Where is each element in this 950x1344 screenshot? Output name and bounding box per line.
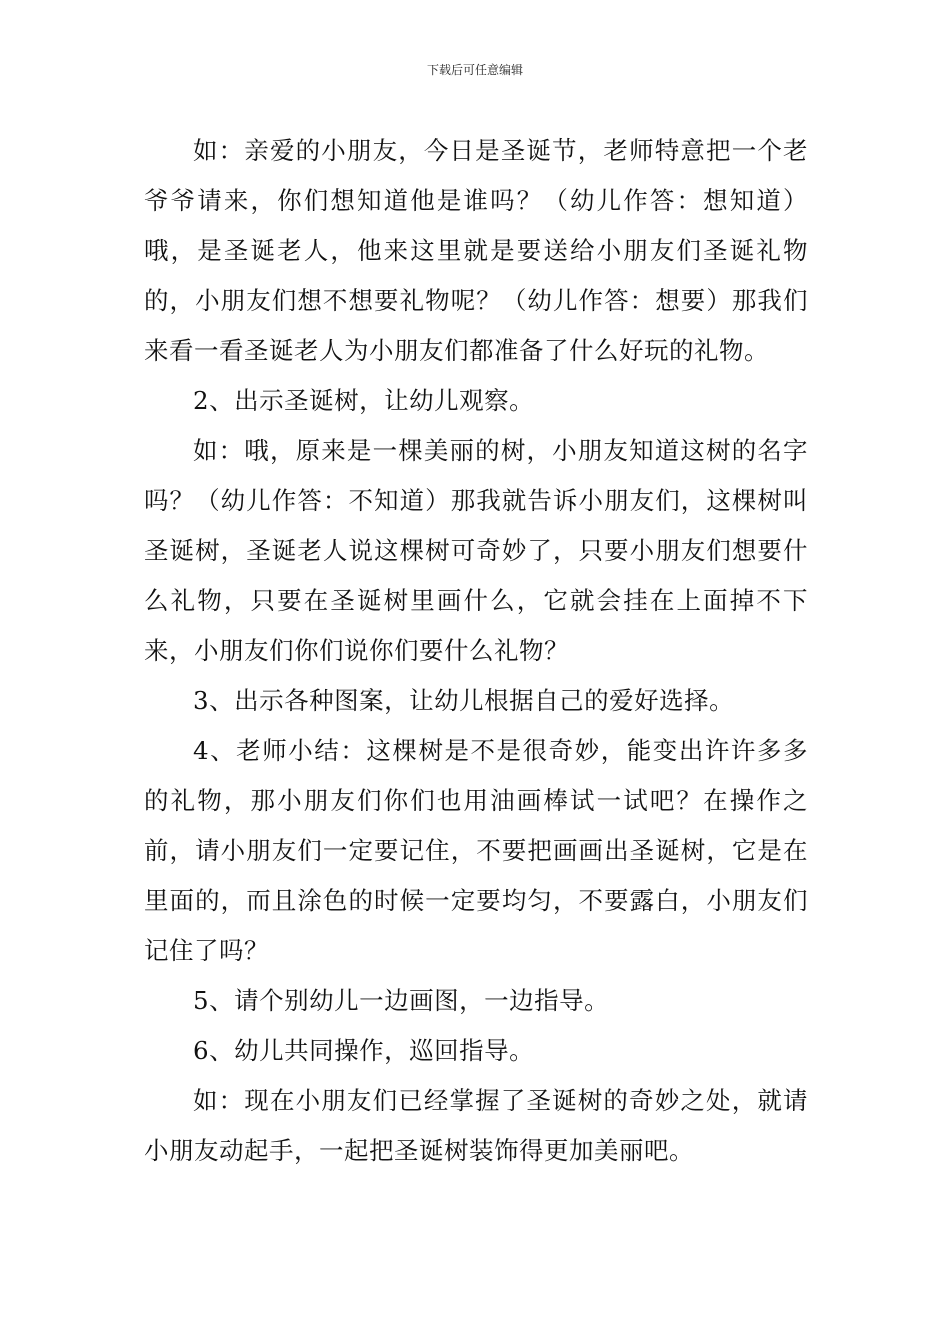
paragraph-step-5: 5、请个别幼儿一边画图，一边指导。 [193, 986, 610, 1015]
paragraph-step-3: 3、出示各种图案，让幼儿根据自己的爱好选择。 [193, 686, 735, 715]
page-header: 下载后可任意编辑 [426, 63, 523, 77]
paragraph-step-4: 4、老师小结：这棵树是不是很奇妙，能变出许许多多的礼物，那小朋友们你们也用油画棒试一试吧？在操作之前，请小朋友们一定要记住，不要把画画出圣诞树，它是在里面的，而且涂色的时候一定要均匀，不要露白，小朋友们记住了吗？ [144, 736, 808, 965]
paragraph-step-6: 6、幼儿共同操作，巡回指导。 [193, 1036, 535, 1065]
paragraph-intro: 如：亲爱的小朋友，今日是圣诞节，老师特意把一个老爷爷请来，你们想知道他是谁吗？（幼儿作答：想知道）哦，是圣诞老人，他来这里就是要送给小朋友们圣诞礼物的，小朋友们想不想要礼物呢？（幼儿作答：想要）那我们来看一看圣诞老人为小朋友们都准备了什么好玩的礼物。 [144, 136, 808, 365]
paragraph-tree-dialogue: 如：哦，原来是一棵美丽的树，小朋友知道这树的名字吗？（幼儿作答：不知道）那我就告诉小朋友们，这棵树叫圣诞树，圣诞老人说这棵树可奇妙了，只要小朋友们想要什么礼物，只要在圣诞树里画什么，它就会挂在上面掉不下来，小朋友们你们说你们要什么礼物？ [144, 436, 808, 665]
paragraph-closing: 如：现在小朋友们已经掌握了圣诞树的奇妙之处，就请小朋友动起手，一起把圣诞树装饰得更加美丽吧。 [144, 1086, 808, 1165]
document-body [144, 126, 808, 1176]
paragraph-step-2: 2、出示圣诞树，让幼儿观察。 [193, 386, 535, 415]
